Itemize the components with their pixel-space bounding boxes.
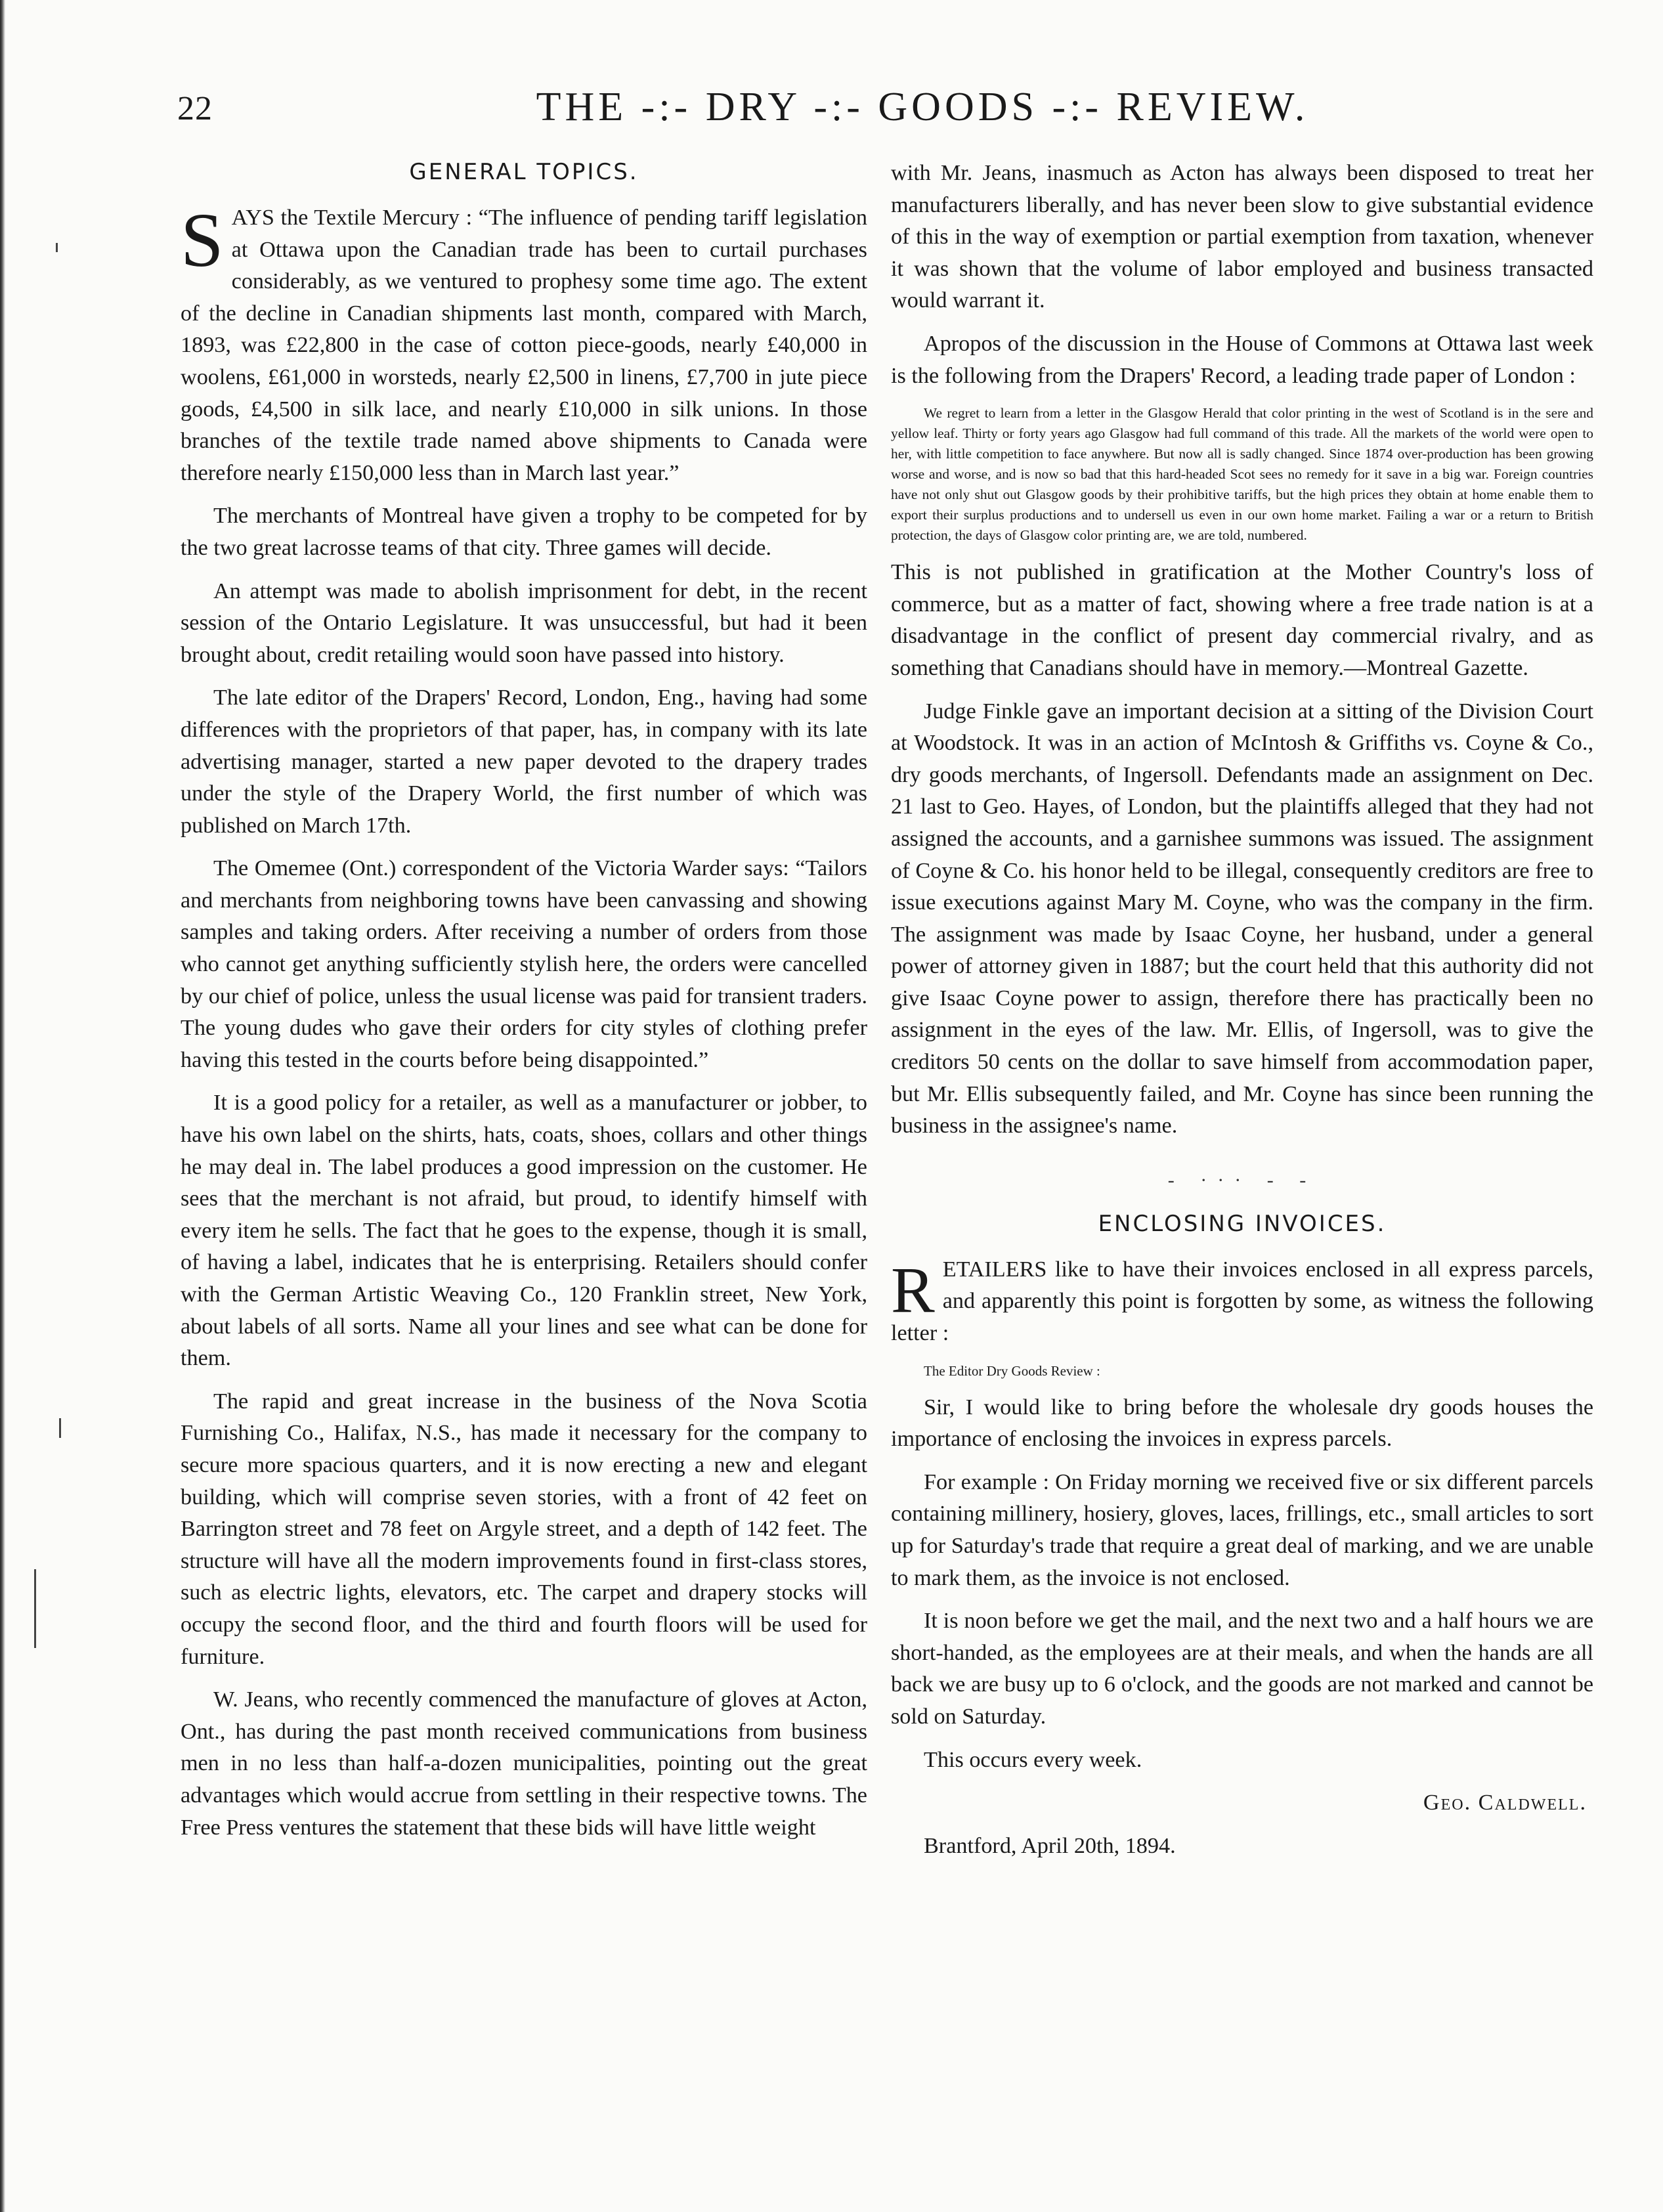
paragraph-omemee: The Omemee (Ont.) correspondent of the Victoria Warder says: “Tailors and merchants from neighboring towns have been canvassing and showing samples and taking orders. After receiving a number of orders from those who cannot get anything sufficiently stylish here, the orders were cancelled by our chief of police, unless the usual license was paid for transient traders. The young dudes who gave their orders for city styles of clothing prefer having this tested in the courts before being disappointed.” [181,856,867,1072]
paragraph-lacrosse-trophy: The merchants of Montreal have given a trophy to be competed for by the two great lacrosse teams of that city. Three games will decide. [181,504,867,560]
paragraph-imprisonment-debt: An attempt was made to abolish imprisonment for debt, in the recent session of the Ontario Legislature. It was unsuccessful, but had it been brought about, credit retailing would soon have passed into history. [181,578,867,667]
page-header [177,84,1589,143]
paragraph-labels: It is a good policy for a retailer, as well as a manufacturer or jobber, to have his own label on the shirts, hats, coats, shoes, collars and other things he may deal in. The label produces a good impression on the customer. He sees that the merchant is not afraid, but proud, to identify himself with every item he sells. The fact that he goes to the expense, though it is small, of having a label, indicates that he is enterprising. Retailers should confer with the German Artistic Weaving Co., 120 Franklin street, New York, about labels of all sorts. Name all your lines and see what can be done for them. [181,1091,867,1371]
drop-cap: S [181,197,224,283]
paragraph-noon: It is noon before we get the mail, and the next two and a half hours we are short-handed, as the employees are at their meals, and when the hands are all back we are busy up to 6 o'clock, and the goods are not marked and cannot be sold on Saturday. [891,1609,1593,1729]
letter-dateline: Brantford, April 20th, 1894. [924,1833,1176,1858]
paragraph-judge-finkle: Judge Finkle gave an important decision at a sitting of the Division Court at Woodstock. It was in an action of McIntosh & Griffiths vs. Coyne & Co., dry goods merchants, of Ingersoll. Defendants made an assignment on Dec. 21 last to Geo. Hayes, of London, but the plaintiffs alleged that they had not assigned the accounts, and a garnishee summons was issued. The assignment of Coyne & Co. his honor held to be illegal, consequently creditors are free to issue executions against Mary M. Coyne, who was the company in the firm. The assignment was made by Isaac Coyne, her husband, under a general power of attorney given in 1887; but the court held that this authority did not give Isaac Coyne power to assign, therefore there has practically been no assignment in the eyes of the law. Mr. Ellis, of Ingersoll, was to give the creditors 50 cents on the dollar to save himself from accommodation paper, but Mr. Ellis subsequently failed, and Mr. Coyne has since been running the business in the assignee's name. [891,699,1593,1139]
left-column [181,158,867,1855]
letter-signature: Geo. Caldwell. [1423,1790,1587,1815]
section-heading-general-topics: GENERAL TOPICS. [409,159,639,185]
paragraph-text: ETAILERS like to have their invoices enclosed in all express parcels, and apparently this point is forgotten by some, as witness the following letter : [891,1257,1593,1346]
right-column [891,158,1593,1873]
paragraph-apropos: Apropos of the discussion in the House of Commons at Ottawa last week is the following from the Drapers' Record, a leading trade paper of London : [891,331,1593,388]
paragraph-every-week: This occurs every week. [924,1747,1142,1772]
margin-mark [59,1418,61,1438]
drop-cap: R [891,1253,935,1326]
page-number: 22 [177,90,213,127]
section-divider: - ··· - - [1167,1169,1317,1191]
paragraph-nova-scotia: The rapid and great increase in the business of the Nova Scotia Furnishing Co., Halifax, N.S., has made it necessary for the company to secure more spacious quarters, and it is now erecting a new and elegant building, which will comprise seven stories, with a front of 42 feet on Barrington street and 78 feet on Argyle street, and a depth of 142 feet. The structure will have all the modern improvements found in first-class stores, such as electric lights, elevators, etc. The carpet and drapery stocks will occupy the second floor, and the third and fourth floors will be used for furniture. [181,1389,867,1669]
running-title: THE -:- DRY -:- GOODS -:- REVIEW. [536,85,1309,129]
paragraph-jeans-continued: with Mr. Jeans, inasmuch as Acton has always been disposed to treat her manufacturers liberally, and has never been slow to give substantial evidence of this in the way of exemption or partial exemption from taxation, whenever it was shown that the volume of labor employed and business transacted would warrant it. [891,161,1593,313]
quoted-excerpt: We regret to learn from a letter in the Glasgow Herald that color printing in the west of Scotland is in the sere and yellow leaf. Thirty or forty years ago Glasgow had full command of this trade. All the markets of the world were open to her, with little competition to face anywhere. But now all is sadly changed. Since 1874 over-production has been growing worse and worse, and is now so bad that this hard-headed Scot sees no remedy for it save in a big war. Foreign countries have not only shut out Glasgow goods by their prohibitive tariffs, but the high prices they obtain at home enable them to export their surplus productions and to undersell us even in our own home market. Failing a war or a return to British protection, the days of Glasgow color printing are, we are told, numbered. [891,405,1593,544]
paragraph-jeans: W. Jeans, who recently commenced the manufacture of gloves at Acton, Ont., has during the past month received communications from business men in no less than half-a-dozen municipalities, pointing out the great advantages which would accrue from settling in their respective towns. The Free Press ventures the statement that these bids will have little weight [181,1687,867,1840]
paragraph-retailers [891,1254,1593,1350]
paragraph-text: AYS the Textile Mercury : “The influence of pending tariff legislation at Ottawa upon the Canadian trade has been to curtail purchases considerably, as we ventured to prophesy some time ago. The extent of the decline in Canadian shipments last month, compared with March, 1893, was £22,800 in the case of cotton piece-goods, nearly £40,000 in woolens, £61,000 in worsteds, nearly £2,500 in linens, £7,700 in jute piece goods, £4,500 in silk lace, and nearly £10,000 in silk unions. In those branches of the textile trade named above shipments to Canada were therefore nearly £150,000 less than in March last year.” [181,206,867,485]
paragraph-textile-mercury [181,197,867,489]
margin-mark [56,243,58,252]
paragraph-letter-sir: Sir, I would like to bring before the wholesale dry goods houses the importance of enclosing the invoices in express parcels. [891,1395,1593,1452]
letter-addressee: The Editor Dry Goods Review : [924,1362,1100,1379]
paragraph-mother-country: This is not published in gratification at the Mother Country's loss of commerce, but as a matter of fact, showing where a free trade nation is at a disadvantage in the conflict of present day commercial rivalry, and as something that Canadians should have in memory.—Montreal Gazette. [891,560,1593,680]
margin-mark [34,1569,36,1648]
paragraph-drapers-record: The late editor of the Drapers' Record, London, Eng., having had some differences with the proprietors of that paper, has, in company with its late advertising manager, started a new paper devoted to the drapery trades under the style of the Drapery World, the first number of which was published on March 17th. [181,685,867,838]
paragraph-for-example: For example : On Friday morning we received five or six different parcels containing millinery, hosiery, gloves, laces, frillings, etc., small articles to sort up for Saturday's trade that require a great deal of marking, and we are unable to mark them, as the invoice is not enclosed. [891,1469,1593,1590]
section-heading-enclosing-invoices: ENCLOSING INVOICES. [1098,1210,1387,1237]
page-binding-edge [0,0,5,2212]
